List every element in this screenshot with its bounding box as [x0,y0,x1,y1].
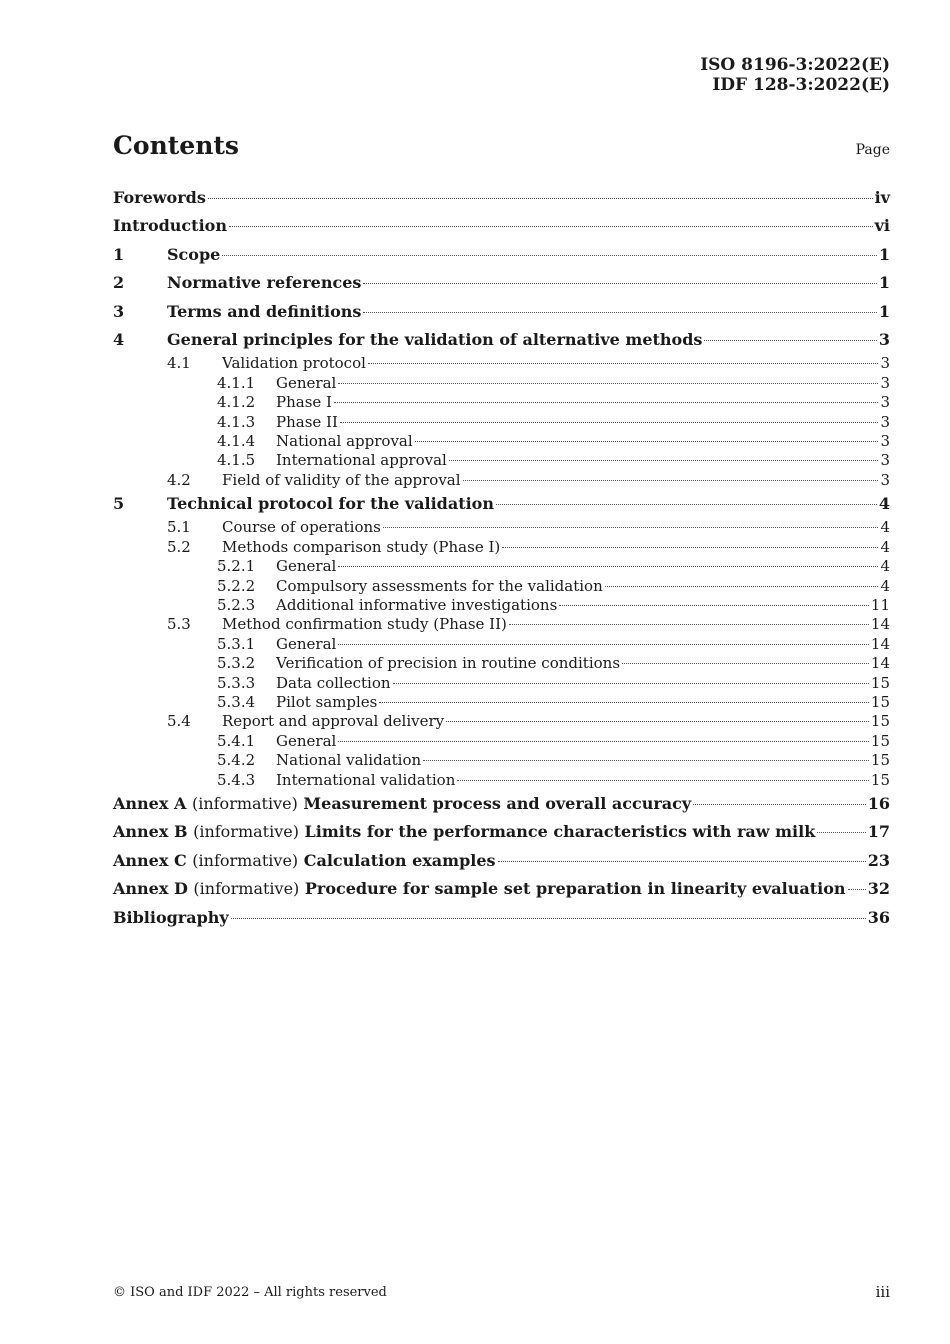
toc-entry-number: 4.1.5 [217,451,256,470]
dot-leader [363,283,876,284]
toc-entry[interactable] [113,635,890,654]
toc-entry-number: 4.1.1 [217,373,256,392]
toc-entry-page: 4 [878,494,890,514]
toc-entry-title: Data collection [276,673,391,692]
toc-entry-title: Forewords [113,188,206,207]
toc-entry-title: Terms and definitions [167,301,362,321]
toc-entry-page: 3 [880,412,890,431]
dot-leader [446,721,869,722]
toc-entry-page: 3 [880,373,890,392]
annex-title: Procedure for sample set preparation in linearity evaluation [304,879,846,899]
toc-entry-number: 4.1.4 [217,431,256,450]
dot-leader [393,683,869,684]
page-title: Contents [113,131,240,160]
annex-qualifier: (informative) [193,879,300,899]
doc-id-idf: IDF 128-3:2022(E) [712,75,890,95]
toc-entry-title: National approval [276,431,413,450]
toc-entry-number: 5.2.2 [217,576,256,595]
toc-entry-page: 15 [870,692,890,711]
toc-entry-title: National validation [276,751,422,770]
toc-entry-page: 4 [880,576,890,595]
dot-leader [222,255,877,256]
toc-entry-page: 3 [880,354,890,373]
toc-entry-title: Compulsory assessments for the validation [276,576,603,595]
toc-entry-title: Verification of precision in routine conditions [276,654,621,673]
toc-entry-page: 1 [878,301,890,321]
annex-label: Annex A [113,793,187,813]
toc-entry-page: 15 [870,770,890,789]
annex-qualifier: (informative) [191,793,298,813]
dot-leader [817,832,865,833]
dot-leader [423,760,869,761]
toc-entry-page: 14 [870,634,890,653]
dot-leader [340,422,879,423]
annex-qualifier: (informative) [192,850,299,870]
toc-entry[interactable] [113,790,890,818]
toc-entry-page: 1 [878,273,890,293]
toc-entry-title: Phase I [276,393,332,412]
toc-entry[interactable] [113,451,890,470]
toc-entry[interactable] [113,615,890,634]
toc-entry-number: 5.1 [167,518,191,537]
toc-entry[interactable] [113,818,890,846]
toc-entry-number: 5.3.2 [217,654,256,673]
annex-title: Calculation examples [303,850,496,870]
toc-entry-title: International approval [276,451,447,470]
dot-leader [498,861,866,862]
toc-entry-title: Methods comparison study (Phase I) [222,537,501,556]
toc-entry-page: vi [874,216,890,236]
toc-entry[interactable] [113,374,890,393]
dot-leader [338,566,878,567]
toc-entry[interactable] [113,518,890,537]
toc-entry-number: 3 [113,301,125,321]
toc-entry[interactable] [113,577,890,596]
toc-entry-page: 15 [870,751,890,770]
toc-entry-page: 4 [880,557,890,576]
toc-entry-number: 5.2 [167,537,191,556]
toc-entry-page: 23 [867,850,890,870]
document-identifier [700,55,890,95]
toc-entry-title: Technical protocol for the validation [167,494,494,514]
toc-entry-page: 14 [870,615,890,634]
toc-entry-title: Field of validity of the approval [222,470,461,489]
toc-entry[interactable] [113,354,890,373]
toc-entry-number: 5.3.1 [217,634,256,653]
toc-entry-title: General [276,634,337,653]
toc-entry-page: 14 [870,654,890,673]
dot-leader [338,741,869,742]
toc-entry-page: 15 [870,731,890,750]
page-column-label: Page [855,142,890,158]
toc-entry-number: 2 [113,273,125,293]
toc-entry-page: 11 [870,596,890,615]
toc-entry[interactable] [113,847,890,875]
toc-entry-page: 3 [880,451,890,470]
toc-entry-number: 5.3.4 [217,692,256,711]
toc-entry-title: Scope [167,244,221,264]
toc-entry-page: 3 [880,431,890,450]
toc-entry[interactable] [113,751,890,770]
toc-entry[interactable] [113,490,890,518]
toc-entry[interactable] [113,471,890,490]
toc-entry-number: 1 [113,244,125,264]
toc-entry-number: 4.1.2 [217,393,256,412]
doc-id-iso: ISO 8196-3:2022(E) [700,55,890,75]
toc-entry-page: 4 [880,537,890,556]
dot-leader [457,780,869,781]
toc-entry-number: 4.2 [167,470,191,489]
dot-leader [622,663,869,664]
toc-entry-title: General [276,731,337,750]
toc-entry[interactable] [113,393,890,412]
toc-entry-title: Phase II [276,412,338,431]
toc-entry-number: 5.2.1 [217,557,256,576]
toc-entry[interactable] [113,557,890,576]
toc-entry-title [113,790,691,818]
dot-leader [338,383,878,384]
toc-entry[interactable] [113,693,890,712]
dot-leader [229,226,873,227]
toc-entry[interactable] [113,596,890,615]
toc-entry-page: 3 [878,329,890,349]
toc-entry[interactable] [113,732,890,751]
toc-entry[interactable] [113,432,890,451]
toc-entry-number: 5.3.3 [217,673,256,692]
annex-label: Annex D [113,879,188,899]
toc-entry-title: General principles for the validation of alternative methods [167,329,703,349]
toc-entry-title: Validation protocol [222,354,366,373]
dot-leader [704,340,876,341]
toc-entry-title: General [276,557,337,576]
toc-entry-title [113,875,846,903]
toc-entry-page: 32 [867,879,890,899]
toc-entry-page: 3 [880,393,890,412]
toc-entry[interactable] [113,654,890,673]
dot-leader [848,889,866,890]
annex-label: Annex B [113,822,188,842]
dot-leader [605,586,879,587]
dot-leader [368,363,879,364]
toc-entry-page: iv [874,188,890,207]
dot-leader [449,460,879,461]
toc-entry-number: 5 [113,494,125,514]
dot-leader [379,702,869,703]
toc-entry-number: 4 [113,329,125,349]
toc-entry-title [113,847,496,875]
toc-entry[interactable] [113,212,890,240]
toc-entry[interactable] [113,674,890,693]
toc-entry[interactable] [113,326,890,354]
dot-leader [338,644,869,645]
toc-entry-page: 3 [880,470,890,489]
toc-entry[interactable] [113,269,890,297]
toc-entry-page: 36 [867,907,890,927]
toc-entry-title: Bibliography [113,907,229,927]
toc-entry-number: 5.4.1 [217,731,256,750]
toc-entry-title: General [276,373,337,392]
toc-entry-page: 16 [867,793,890,813]
toc-entry-title: Method confirmation study (Phase II) [222,615,507,634]
dot-leader [415,441,879,442]
dot-leader [559,605,869,606]
toc-entry-page: 4 [880,518,890,537]
dot-leader [363,312,876,313]
annex-title: Measurement process and overall accuracy [303,793,692,813]
toc-entry-number: 4.1.3 [217,412,256,431]
page-number: iii [875,1283,890,1301]
toc-entry[interactable] [113,413,890,432]
toc-entry[interactable] [113,875,890,903]
toc-entry[interactable] [113,241,890,269]
toc-entry-page: 17 [867,822,890,842]
toc-entry-number: 4.1 [167,354,191,373]
table-of-contents [113,184,890,932]
toc-entry-title: Additional informative investigations [276,596,558,615]
toc-entry-number: 5.4.3 [217,770,256,789]
dot-leader [383,527,879,528]
dot-leader [208,198,873,199]
toc-entry[interactable] [113,538,890,557]
toc-entry[interactable] [113,712,890,731]
toc-entry-number: 5.3 [167,615,191,634]
toc-entry-number: 5.4.2 [217,751,256,770]
toc-entry-number: 5.2.3 [217,596,256,615]
annex-label: Annex C [113,850,187,870]
toc-entry-page: 15 [870,712,890,731]
toc-entry-title: Course of operations [222,518,381,537]
toc-entry-page: 15 [870,673,890,692]
dot-leader [693,804,866,805]
copyright-notice: © ISO and IDF 2022 – All rights reserved [113,1285,387,1300]
annex-title: Limits for the performance characteristics with raw milk [304,822,816,842]
toc-entry-title: Introduction [113,216,227,236]
toc-entry-number: 5.4 [167,712,191,731]
dot-leader [463,480,879,481]
toc-entry-title [113,818,815,846]
toc-entry[interactable] [113,184,890,212]
dot-leader [502,547,878,548]
dot-leader [509,624,869,625]
toc-entry-title: International validation [276,770,456,789]
toc-entry-page: 1 [878,244,890,264]
toc-entry-title: Pilot samples [276,692,378,711]
dot-leader [231,918,866,919]
toc-entry[interactable] [113,298,890,326]
dot-leader [334,402,878,403]
toc-entry-title: Normative references [167,273,362,293]
annex-qualifier: (informative) [193,822,299,842]
toc-entry-title: Report and approval delivery [222,712,445,731]
toc-entry[interactable] [113,771,890,790]
dot-leader [496,504,877,505]
toc-entry[interactable] [113,904,890,932]
